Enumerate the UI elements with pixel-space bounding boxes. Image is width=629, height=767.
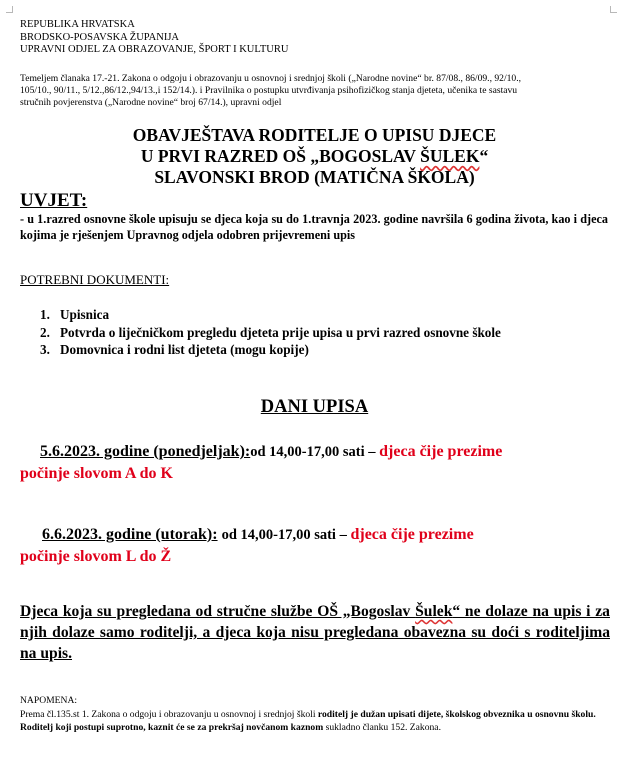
header-country: REPUBLIKA HRVATSKA (20, 19, 135, 30)
list-item-text: Upisnica (60, 307, 110, 322)
list-item-number: 3. (40, 342, 50, 357)
title-line-1: OBAVJEŠTAVA RODITELJE O UPISU DJECE (132, 125, 497, 145)
registration-days-heading: DANI UPISA (260, 397, 369, 417)
legal-basis (20, 73, 600, 109)
list-item (40, 306, 501, 324)
list-item-text: Potvrda o liječničkom pregledu djeteta prije upisa u prvi razred osnovne škole (60, 324, 501, 340)
notice-post: “ ne dolaze na upis i za njih dolaze samo roditelji, a djeca koja nisu pregledana obavezna su doći s roditeljima na upis. (20, 603, 610, 662)
condition-heading: UVJET: (20, 190, 88, 211)
note-text-pre: Prema čl.135.st 1. Zakona o odgoju i obrazovanju u osnovnoj i srednjoj školi (20, 709, 318, 720)
note-text-post: sukladno članku 152. Zakona. (323, 721, 441, 733)
header-department: UPRAVNI ODJEL ZA OBRAZOVANJE, ŠPORT I KULTURU (20, 44, 289, 55)
list-item-number: 1. (40, 307, 50, 322)
note-heading: NAPOMENA: (20, 695, 78, 706)
list-item-number: 2. (40, 324, 50, 340)
condition-text: - u 1.razred osnovne škole upisuju se djeca koja su do 1.travnja 2023. godine navršila 6 godina života, kao i djeca kojima je rješenjem Upravnog odjela odobren prijevremeni upis (20, 212, 608, 242)
day-line-1 (20, 524, 615, 546)
title-line-3: SLAVONSKI BROD (MATIČNA ŠKOLA) (154, 167, 475, 187)
day-group-letters: počinje slovom A do K (20, 465, 173, 482)
list-item (40, 324, 501, 342)
legal-basis-line: Temeljem članaka 17.-21. Zakona o odgoju i obrazovanju u osnovnoj i srednjoj školi („Narodne novine“ br. 87/08., 86/09., 92/10., (20, 73, 522, 84)
day-line-1 (20, 441, 615, 463)
title-line-2 (0, 146, 629, 166)
title-line-2-post: “ (479, 146, 489, 166)
registration-day-1 (20, 441, 615, 485)
day-time: od 14,00-17,00 sati (250, 444, 365, 460)
documents-list (40, 306, 501, 359)
list-item (40, 341, 501, 359)
authority-header (20, 19, 288, 57)
note-text (20, 709, 610, 734)
note-text-bold: roditelj je dužan upisati dijete, školskog obveznika u osnovnu školu. Roditelj koji postupi suprotno, kaznit će se za prekršaj novčanom kaznom (20, 709, 596, 733)
header-county: BRODSKO-POSAVSKA ŽUPANIJA (20, 31, 180, 43)
crop-mark-top-right (610, 6, 617, 13)
documents-heading: POTREBNI DOKUMENTI: (20, 272, 170, 287)
day-group: djeca čije prezime (379, 443, 503, 460)
day-dash: – (335, 527, 351, 543)
day-dash: – (364, 444, 380, 460)
registration-day-2 (20, 524, 615, 568)
legal-basis-line: stručnih povjerenstva („Narodne novine“ broj 67/14.), upravni odjel (20, 97, 282, 108)
crop-mark-top-left (6, 6, 13, 13)
notice-pre: Djeca koja su pregledana od stručne službe OŠ „Bogoslav (20, 603, 416, 620)
list-item-text: Domovnica i rodni list djeteta (mogu kopije) (60, 342, 309, 357)
day-group: djeca čije prezime (350, 526, 474, 543)
notice-school-name: Šulek (415, 603, 453, 620)
school-name-spellcheck: ŠULEK (420, 146, 480, 166)
day-time: od 14,00-17,00 sati (221, 527, 336, 543)
day-date: 5.6.2023. godine (ponedjeljak): (40, 443, 251, 460)
legal-basis-line: 105/10., 90/11., 5/12.,86/12.,94/13.,i 152/14.). i Pravilnika o postupku utvrđivanja psihofizičkog stanja djeteta, učenika te sastavu (20, 85, 518, 96)
examined-children-notice (20, 601, 610, 664)
day-group-letters: počinje slovom L do Ž (20, 548, 172, 565)
title-line-2-pre: U PRVI RAZRED OŠ „BOGOSLAV (140, 146, 421, 166)
day-date: 6.6.2023. godine (utorak): (42, 526, 218, 543)
